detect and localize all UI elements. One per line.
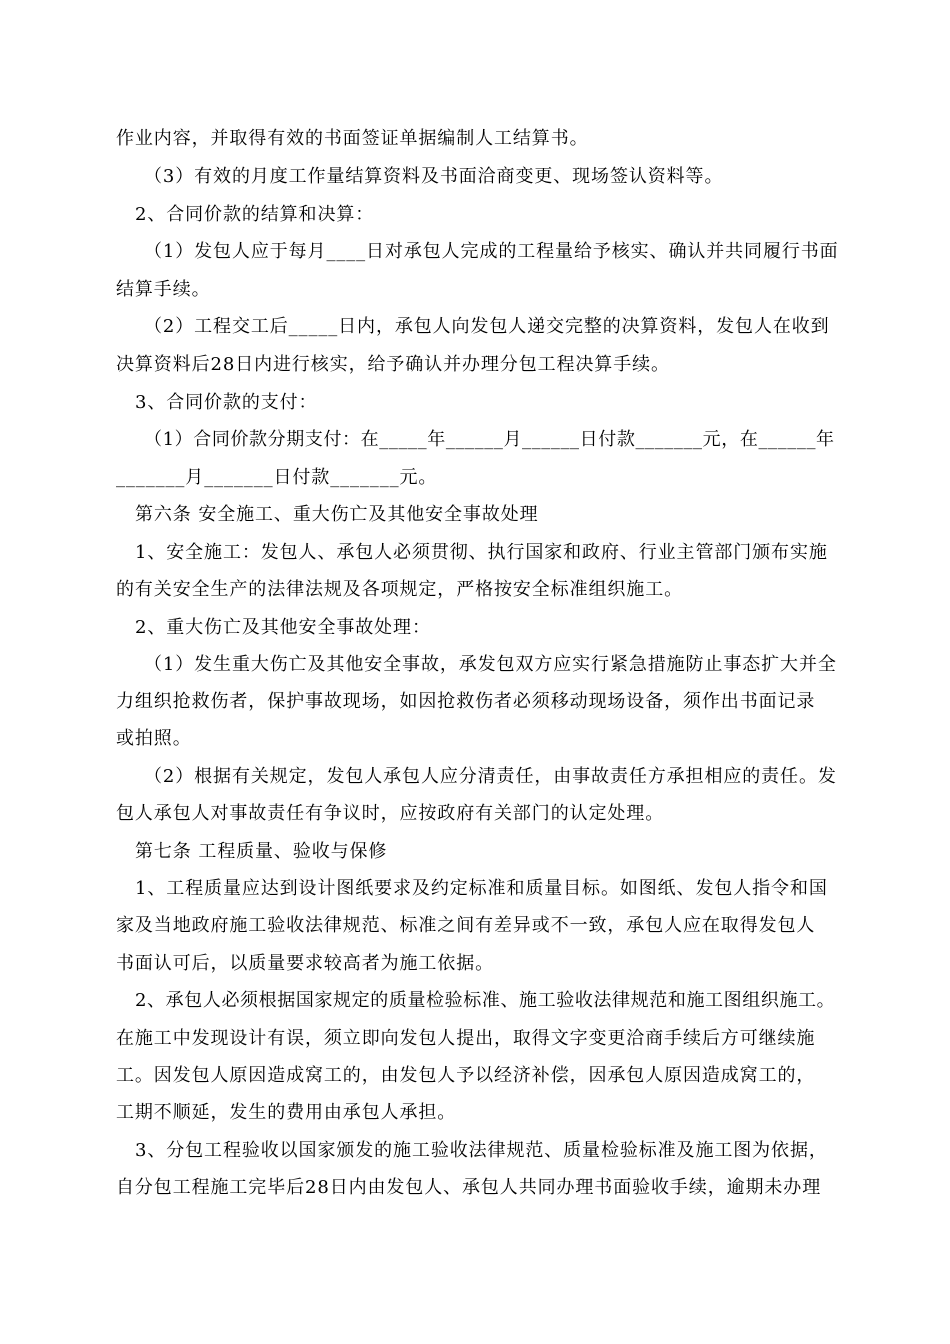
paragraph-line: （2）根据有关规定，发包人承包人应分清责任，由事故责任方承担相应的责任。发: [144, 766, 837, 787]
paragraph-line: 工期不顺延，发生的费用由承包人承担。: [116, 1102, 457, 1123]
paragraph-line: 自分包工程施工完毕后28日内由发包人、承包人共同办理书面验收手续，逾期未办理: [116, 1177, 822, 1198]
paragraph-line: 在施工中发现设计有误，须立即向发包人提出，取得文字变更洽商手续后方可继续施: [116, 1028, 816, 1049]
paragraph-line: 3、分包工程验收以国家颁发的施工验收法律规范、质量检验标准及施工图为依据，: [135, 1140, 828, 1161]
paragraph-line: （1）发生重大伤亡及其他安全事故，承发包双方应实行紧急措施防止事态扩大并全: [144, 654, 837, 675]
section-heading: 第六条 安全施工、重大伤亡及其他安全事故处理: [135, 504, 539, 525]
paragraph-line: 2、重大伤亡及其他安全事故处理：: [135, 617, 431, 638]
paragraph-line: 决算资料后28日内进行核实，给予确认并办理分包工程决算手续。: [116, 354, 670, 375]
paragraph-line: 结算手续。: [116, 279, 211, 300]
paragraph-line: 包人承包人对事故责任有争议时，应按政府有关部门的认定处理。: [116, 803, 665, 824]
paragraph-line: （1）合同价款分期支付：在_____年______月______日付款_______元，在______年: [144, 429, 835, 450]
paragraph-line: 的有关安全生产的法律法规及各项规定，严格按安全标准组织施工。: [116, 579, 683, 600]
paragraph-line: 或拍照。: [116, 728, 192, 749]
paragraph-line: 工。因发包人原因造成窝工的，由发包人予以经济补偿，因承包人原因造成窝工的，: [116, 1065, 816, 1086]
paragraph-line: _______月_______日付款_______元。: [116, 467, 438, 488]
paragraph-line: 家及当地政府施工验收法律规范、标准之间有差异或不一致，承包人应在取得发包人: [116, 915, 816, 936]
paragraph-line: （1）发包人应于每月____日对承包人完成的工程量给予核实、确认并共同履行书面: [144, 241, 839, 262]
paragraph-line: 2、承包人必须根据国家规定的质量检验标准、施工验收法律规范和施工图组织施工。: [135, 990, 836, 1011]
section-heading: 第七条 工程质量、验收与保修: [135, 841, 388, 862]
paragraph-line: 力组织抢救伤者，保护事故现场，如因抢救伤者必须移动现场设备，须作出书面记录: [116, 691, 816, 712]
paragraph-line: 1、安全施工：发包人、承包人必须贯彻、执行国家和政府、行业主管部门颁布实施: [135, 542, 828, 563]
paragraph-line: 作业内容，并取得有效的书面签证单据编制人工结算书。: [116, 128, 589, 149]
paragraph-line: 2、合同价款的结算和决算：: [135, 204, 375, 225]
paragraph-line: 1、工程质量应达到设计图纸要求及约定标准和质量目标。如图纸、发包人指令和国: [135, 878, 828, 899]
paragraph-line: （2）工程交工后_____日内，承包人向发包人递交完整的决算资料，发包人在收到: [144, 316, 830, 337]
paragraph-line: （3）有效的月度工作量结算资料及书面洽商变更、现场签认资料等。: [144, 166, 724, 187]
paragraph-line: 书面认可后，以质量要求较高者为施工依据。: [116, 953, 494, 974]
paragraph-line: 3、合同价款的支付：: [135, 392, 318, 413]
